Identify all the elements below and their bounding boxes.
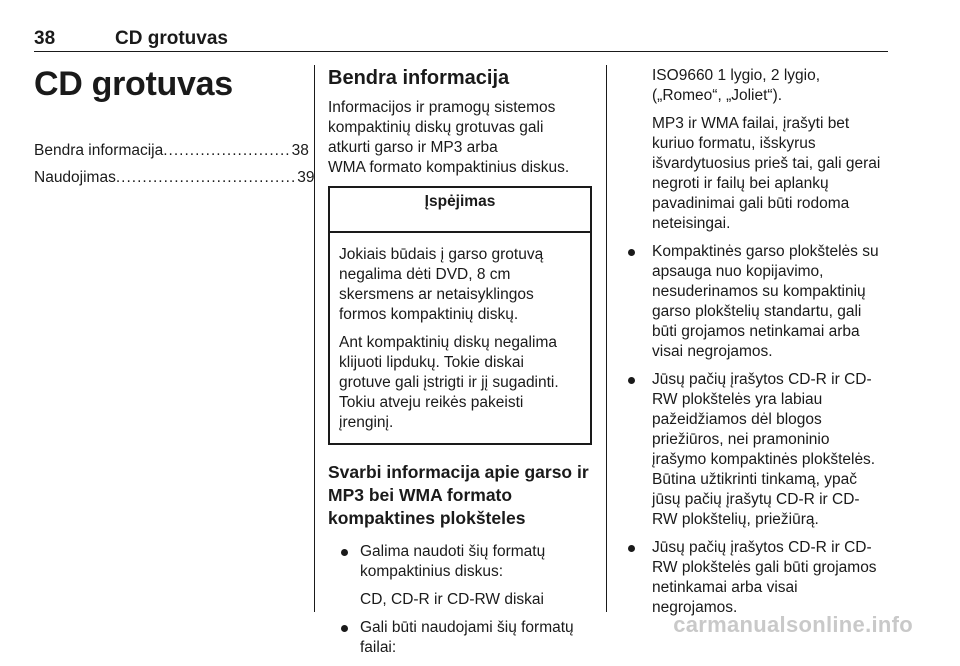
list-item-line: negrojamos. — [652, 599, 738, 616]
chapter-title: CD grotuvas — [34, 65, 233, 103]
intro-line: Informacijos ir pramogų sistemos — [328, 99, 556, 116]
intro-paragraph — [328, 98, 592, 178]
column-3 — [622, 66, 888, 626]
warning-paragraph — [339, 245, 581, 325]
detail-line: kuriuo formatu, išskyrus — [652, 135, 816, 152]
column-divider-1 — [314, 65, 315, 612]
bullet-icon — [341, 549, 348, 556]
detail-line: išvardytuosius prieš tai, gali gerai — [652, 155, 881, 172]
list-item-line: Jūsų pačių įrašytos CD-R ir CD- — [652, 371, 872, 388]
list-item-line: Būtina užtikrinti tinkamą, ypač — [652, 471, 858, 488]
list-item — [338, 618, 592, 658]
list-item-line: netinkamai arba visai — [652, 579, 798, 596]
page-number: 38 — [34, 28, 56, 49]
detail-line: negroti ir failų bei aplankų — [652, 175, 829, 192]
list-item-detail — [622, 66, 888, 106]
list-item — [338, 542, 592, 582]
list-item-detail: CD, CD-R ir CD-RW diskai — [360, 591, 544, 608]
warning-line: formos kompaktinių diskų. — [339, 306, 519, 323]
bullet-icon — [628, 249, 635, 256]
section-title-general-info: Bendra informacija — [328, 67, 510, 89]
subsection-title-line: kompaktines plokšteles — [328, 508, 526, 528]
notes-list — [622, 242, 888, 618]
list-item-line: priežiūros, nei pramoninio — [652, 431, 830, 448]
page-header — [34, 28, 888, 52]
list-item-line: failai: — [360, 639, 397, 656]
subsection-title-line: MP3 bei WMA formato — [328, 485, 513, 505]
list-item-line: įrašymo kompaktinės plokštelės. — [652, 451, 876, 468]
header-divider — [34, 51, 888, 52]
column-divider-2 — [606, 65, 607, 612]
format-list — [338, 618, 592, 658]
warning-body — [330, 233, 590, 443]
list-item-line: visai negrojamos. — [652, 343, 773, 360]
list-item-line: jūsų pačių įrašytų CD-R ir CD- — [652, 491, 860, 508]
intro-line: WMA formato kompaktinius diskus. — [328, 159, 570, 176]
warning-line: Tokiu atveju reikės pakeisti — [339, 394, 524, 411]
detail-line: MP3 ir WMA failai, įrašyti bet — [652, 115, 850, 132]
list-item — [622, 242, 888, 362]
list-item-detail — [622, 114, 888, 234]
detail-line: („Romeo“, „Joliet“). — [652, 87, 783, 104]
list-item-line: Gali būti naudojami šių formatų — [360, 619, 574, 636]
table-of-contents — [34, 141, 315, 188]
list-item-line: apsauga nuo kopijavimo, — [652, 263, 824, 280]
column-2 — [328, 60, 592, 666]
bullet-icon — [628, 545, 635, 552]
list-item-line: RW plokštelės gali būti grojamos — [652, 559, 877, 576]
toc-label[interactable]: Naudojimas — [34, 169, 116, 186]
list-item-line: RW plokštelių, priežiūrą. — [652, 511, 819, 528]
list-item-line: Jūsų pačių įrašytos CD-R ir CD- — [652, 539, 872, 556]
list-item-line: nesuderinamos su kompaktinių — [652, 283, 866, 300]
warning-line: skersmens ar netaisyklingos — [339, 286, 534, 303]
toc-item-usage[interactable] — [34, 168, 315, 188]
warning-box — [328, 186, 592, 445]
warning-line: negalima dėti DVD, 8 cm — [339, 266, 511, 283]
warning-line: Ant kompaktinių diskų negalima — [339, 334, 557, 351]
warning-line: klijuoti lipdukų. Tokie diskai — [339, 354, 524, 371]
detail-line: neteisingai. — [652, 215, 731, 232]
list-item — [622, 538, 888, 618]
warning-line: įrenginį. — [339, 414, 394, 431]
warning-paragraph — [339, 333, 581, 433]
list-item-line: Galima naudoti šių formatų — [360, 543, 546, 560]
subsection-title-line: Svarbi informacija apie garso ir — [328, 462, 589, 482]
warning-line: grotuve gali įstrigti ir jį sugadinti. — [339, 374, 559, 391]
list-item-line: Kompaktinės garso plokštelės su — [652, 243, 879, 260]
format-list — [338, 542, 592, 582]
intro-line: kompaktinių diskų grotuvas gali — [328, 119, 544, 136]
detail-line: ISO9660 1 lygio, 2 lygio, — [652, 67, 821, 84]
toc-page-number[interactable]: 39 — [297, 169, 315, 186]
list-item — [622, 370, 888, 530]
warning-line: Jokiais būdais į garso grotuvą — [339, 246, 544, 263]
list-item-line: pažeidžiamos dėl blogos — [652, 411, 822, 428]
detail-line: pavadinimai gali būti rodoma — [652, 195, 850, 212]
list-item-line: būti grojamos netinkamai arba — [652, 323, 860, 340]
toc-label[interactable]: Bendra informacija — [34, 142, 164, 159]
toc-leader: .................................. — [115, 169, 297, 186]
subsection-title-important-info — [328, 461, 592, 530]
toc-page-number[interactable]: 38 — [291, 142, 309, 159]
bullet-icon — [628, 377, 635, 384]
list-item-line: kompaktinius diskus: — [360, 563, 504, 580]
watermark: carmanualsonline.info — [673, 612, 913, 637]
warning-title: Įspėjimas — [330, 188, 590, 233]
list-item-line: RW plokštelės yra labiau — [652, 391, 823, 408]
intro-line: atkurti garso ir MP3 arba — [328, 139, 498, 156]
toc-leader: ........................ — [163, 142, 291, 159]
toc-item-general-info[interactable] — [34, 141, 309, 161]
running-title: CD grotuvas — [115, 28, 228, 49]
column-1 — [34, 60, 315, 195]
list-item-line: garso plokštelių standartu, gali — [652, 303, 862, 320]
bullet-icon — [341, 625, 348, 632]
